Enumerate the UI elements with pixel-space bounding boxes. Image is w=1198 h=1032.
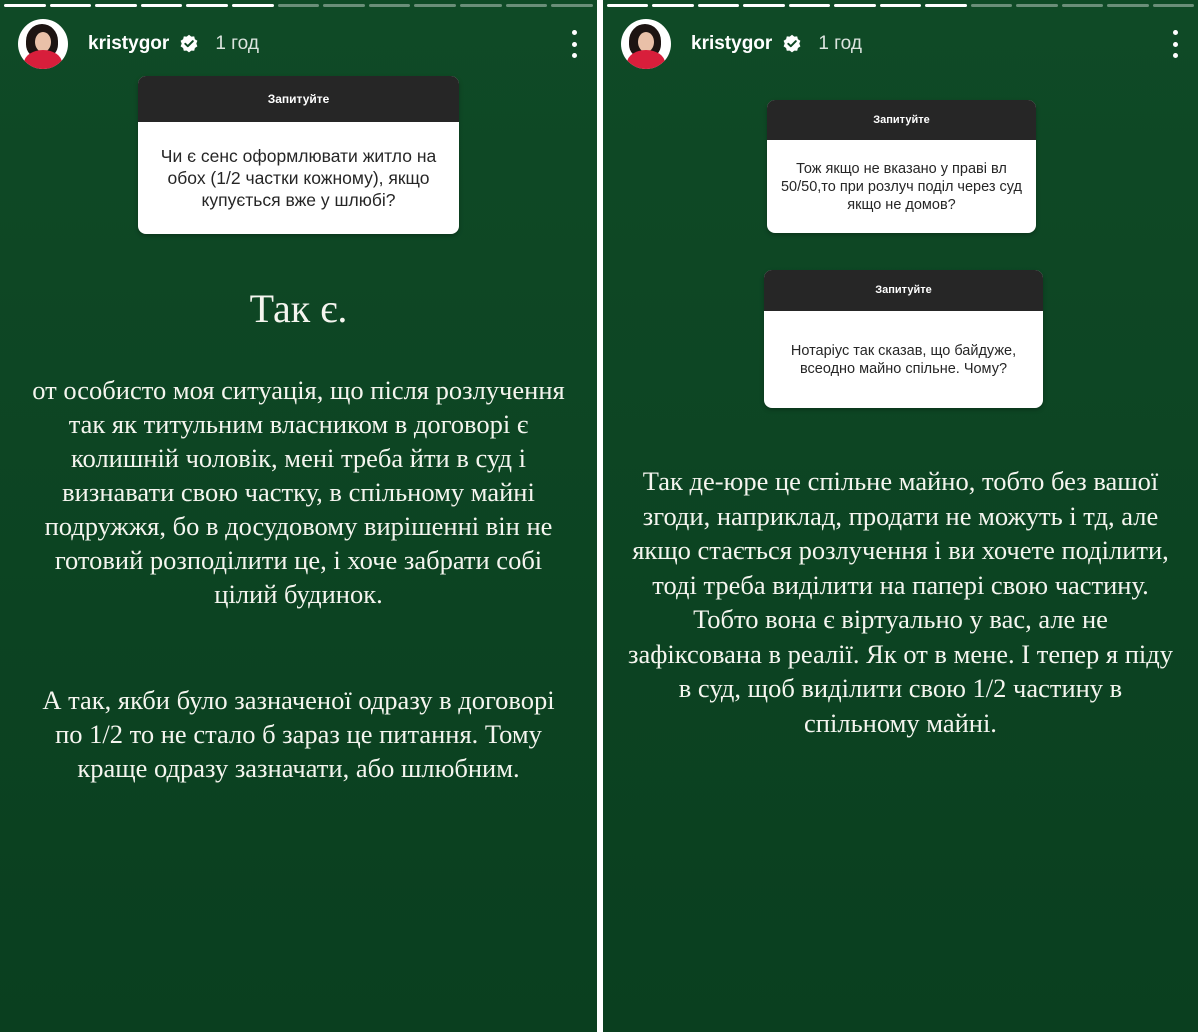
username[interactable]: kristygor: [88, 33, 170, 54]
progress-segment: [789, 4, 830, 7]
progress-segment: [1107, 4, 1148, 7]
progress-segment: [414, 4, 456, 7]
avatar[interactable]: [18, 19, 68, 69]
progress-segment: [50, 4, 92, 7]
answer-paragraph: А так, якби було зазначеної одразу в договорі по 1/2 то не стало б зараз це питання. Тому краще одразу зазначати, або шлюбним.: [42, 685, 555, 783]
question-sticker: [138, 76, 459, 234]
progress-segment: [186, 4, 228, 7]
progress-segment: [743, 4, 784, 7]
more-vertical-icon[interactable]: [569, 30, 579, 58]
story-header: [621, 18, 1180, 70]
verified-badge-icon: [782, 34, 802, 54]
progress-segment: [278, 4, 320, 7]
question-sticker: [764, 270, 1043, 408]
progress-segment: [141, 4, 183, 7]
progress-segment: [551, 4, 593, 7]
progress-segment: [4, 4, 46, 7]
progress-segment: [460, 4, 502, 7]
progress-segment: [232, 4, 274, 7]
progress-segment: [925, 4, 966, 7]
answer-headline: Так є.: [249, 286, 348, 331]
progress-segment: [369, 4, 411, 7]
progress-segment: [323, 4, 365, 7]
progress-segment: [95, 4, 137, 7]
story-progress-bar: [4, 4, 593, 7]
story-right[interactable]: [603, 0, 1198, 1032]
answer-paragraph: Так де-юре це спільне майно, тобто без вашої згоди, наприклад, продати не можуть і тд, але якщо стається розлучення і ви хочете поділити, тоді треба виділити на папері свою частину. Тобто вона є віртуально у вас, але не зафіксована в реалії. Як от в мене. І тепер я піду в суд, щоб виділити свою 1/2 частину в спільному майні.: [628, 466, 1173, 738]
verified-badge-icon: [179, 34, 199, 54]
post-time: 1 год: [215, 33, 259, 54]
question-sticker-title: Запитуйте: [138, 76, 459, 122]
question-sticker: [767, 100, 1036, 233]
question-sticker-title: Запитуйте: [764, 270, 1043, 311]
progress-segment: [880, 4, 921, 7]
progress-segment: [698, 4, 739, 7]
answer-paragraph: от особисто моя ситуація, що після розлучення так як титульним власником в договорі є колишній чоловік, мені треба йти в суд і визнавати свою частку, в спільному майні подружжя, бо в досудовому вирішенні він не готовий розподілити це, і хоче забрати собі цілий будинок.: [32, 375, 565, 609]
progress-segment: [607, 4, 648, 7]
post-time: 1 год: [818, 33, 862, 54]
story-progress-bar: [607, 4, 1194, 7]
question-text: Нотаріус так сказав, що байдуже, всеодно майно спільне. Чому?: [790, 342, 1017, 377]
avatar[interactable]: [621, 19, 671, 69]
progress-segment: [834, 4, 875, 7]
question-sticker-title: Запитуйте: [767, 100, 1036, 140]
progress-segment: [971, 4, 1012, 7]
story-left[interactable]: [0, 0, 597, 1032]
progress-segment: [1016, 4, 1057, 7]
progress-segment: [652, 4, 693, 7]
question-text: Чи є сенс оформлювати житло на обох (1/2 частки кожному), якщо купується вже у шлюбі?: [160, 146, 437, 210]
progress-segment: [1153, 4, 1194, 7]
story-header: [18, 18, 579, 70]
question-text: Тож якщо не вказано у праві вл 50/50,то при розлуч поділ через суд якщо не домов?: [780, 160, 1023, 213]
progress-segment: [1062, 4, 1103, 7]
progress-segment: [506, 4, 548, 7]
more-vertical-icon[interactable]: [1170, 30, 1180, 58]
username[interactable]: kristygor: [691, 33, 773, 54]
